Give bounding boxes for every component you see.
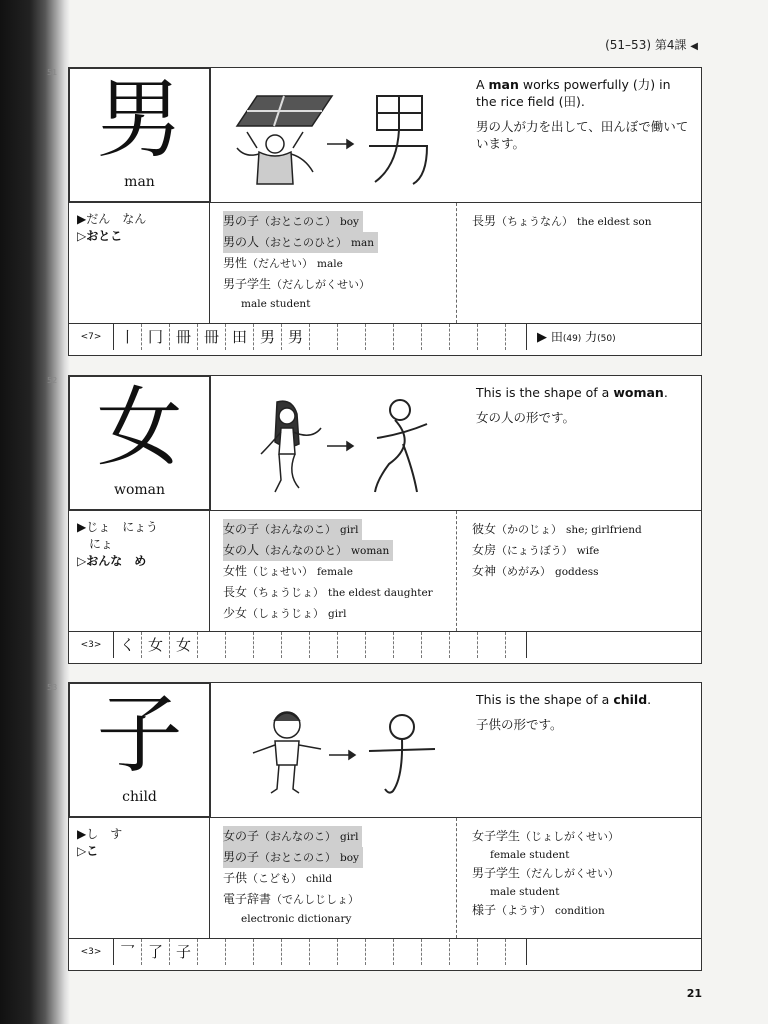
stroke-empty [450,324,478,350]
card-top-row [69,376,701,511]
stroke-step: 乛 [114,939,142,965]
arrow-icon [327,140,353,148]
stroke-empty [310,632,338,658]
on-reading: ▶だん なん [77,212,147,226]
list-item: 女神（めがみ） goddess [472,564,599,578]
stroke-empty [422,939,450,965]
list-item: 女の人（おんなのひと） woman [223,540,456,561]
card-middle-row [69,818,701,939]
list-item: 男の子（おとこのこ） boy [223,847,456,868]
stroke-step: 男 [254,324,282,350]
stroke-empty [254,939,282,965]
page-number: 21 [686,987,702,1000]
description-japanese: 女の人の形です。 [476,410,576,425]
readings [69,511,210,631]
stroke-step: 女 [170,632,198,658]
card-top-row [69,683,701,818]
stroke-order-row [69,324,701,350]
stroke-empty [338,324,366,350]
arrow-icon [329,751,355,759]
stroke-step: 子 [170,939,198,965]
component-number: (49) [562,334,582,344]
lesson-label: (51–53) 第4課 [605,38,687,52]
book-binding-shadow [0,0,70,1024]
kanji-description [476,384,691,426]
list-item: 様子（ようす） condition [472,903,605,917]
stroke-count: <3> [69,939,114,965]
stroke-count: <7> [69,324,114,350]
stroke-empty [450,632,478,658]
kanji-card-man [47,67,702,356]
stroke-empty [226,632,254,658]
kanji-box [69,683,211,817]
stroke-order-row [69,632,701,658]
rice-field-icon [237,96,332,126]
kun-reading: ▷こ [77,844,99,858]
pictograph-woman [375,400,427,492]
stroke-empty [198,939,226,965]
component-kanji: 田 [550,330,563,344]
stroke-step: 冊 [198,324,226,350]
stroke-order [69,324,506,350]
stroke-empty [394,632,422,658]
stroke-empty [422,324,450,350]
stroke-empty [282,632,310,658]
list-item: 長女（ちょうじょ） the eldest daughter [223,585,433,599]
list-item: 電子辞書（でんしじしょ） [223,892,360,906]
stroke-empty [394,324,422,350]
kun-reading: ▷おとこ [77,229,123,243]
stroke-empty [226,939,254,965]
list-item: 女性（じょせい） female [223,564,353,578]
stroke-empty [366,632,394,658]
list-item: 少女（しょうじょ） girl [223,606,347,620]
stroke-empty [366,939,394,965]
component-number: (50) [597,334,616,344]
vocab-list [211,818,457,938]
list-item: 女房（にょうぼう） wife [472,543,600,557]
stroke-empty [282,939,310,965]
list-item: 男性（だんせい） male [223,256,343,270]
vocab-list-secondary [458,203,701,323]
list-item-gloss: male student [241,298,311,310]
play-icon: ▶ [537,330,547,345]
description-japanese: 男の人が力を出して、田んぼで働いています。 [476,119,689,151]
main-kanji: 男 [96,70,183,170]
component-kanji: 力 [585,330,598,344]
component-references-empty [526,939,701,965]
kanji-description [476,76,691,152]
woman-illustration [217,384,467,504]
kanji-meaning: child [122,789,157,805]
list-item-gloss: female student [490,849,570,861]
stroke-step: 女 [142,632,170,658]
kanji-card-woman [47,375,702,664]
stroke-empty [478,324,506,350]
list-item: 男の人（おとこのひと） man [223,232,456,253]
child-illustration [217,691,467,811]
list-item: 子供（こども） child [223,871,333,885]
vocab-list-secondary [458,511,701,631]
list-item: 彼女（かのじょ） she; girlfriend [472,522,642,536]
stroke-empty [394,939,422,965]
list-item-gloss: male student [490,886,560,898]
stroke-empty [478,939,506,965]
woman-figure-icon [261,401,321,492]
left-triangle-icon: ◀ [690,41,698,52]
stroke-count: <3> [69,632,114,658]
man-rice-field-drawing [217,76,467,196]
kanji-description [476,691,691,733]
kun-reading: ▷おんな め [77,554,147,568]
stroke-step: 冂 [142,324,170,350]
list-item: 男子学生（だんしがくせい） [223,277,371,291]
kanji-box [69,376,211,510]
component-references-empty [526,632,701,658]
main-kanji: 子 [96,685,183,785]
stroke-empty [450,939,478,965]
stroke-empty [310,324,338,350]
pictograph-child [369,715,435,793]
component-references [526,324,701,350]
kanji-meaning: woman [113,482,166,498]
readings [69,818,210,938]
description-english: A man works powerfully (力) in the rice field (田). [476,77,671,109]
readings [69,203,210,323]
kanji-box [69,68,211,202]
kanji-card-child [47,682,702,971]
stroke-step: く [114,632,142,658]
description-english: This is the shape of a child. [476,692,652,707]
list-item: 女の子（おんなのこ） girl [223,519,456,540]
arrow-icon [327,442,353,450]
list-item: 男の子（おとこのこ） boy [223,211,456,232]
list-item-gloss: electronic dictionary [241,913,352,925]
stroke-empty [310,939,338,965]
stroke-empty [198,632,226,658]
card-middle-row [69,511,701,632]
card-number: 51 [47,68,58,77]
card-number: 52 [47,376,58,385]
stroke-order [69,939,506,965]
card-number: 53 [47,683,58,692]
list-item: 長男（ちょうなん） the eldest son [472,214,652,228]
description-english: This is the shape of a woman. [476,385,668,400]
list-item: 男子学生（だんしがくせい） [472,866,620,880]
on-reading-extra: にょ [77,537,113,551]
stroke-empty [338,632,366,658]
woman-drawing [217,384,467,504]
stroke-step: 了 [142,939,170,965]
stroke-step: 丨 [114,324,142,350]
list-item: 女の子（おんなのこ） girl [223,826,456,847]
stroke-empty [338,939,366,965]
man-illustration [217,76,467,196]
stroke-empty [422,632,450,658]
child-figure-icon [253,712,321,793]
page-header [605,36,698,53]
child-drawing [217,691,467,811]
stroke-step: 田 [226,324,254,350]
stroke-empty [478,632,506,658]
stroke-step: 男 [282,324,310,350]
on-reading: ▶じょ にょう [77,520,158,534]
vocab-list-secondary [458,818,701,938]
strong-man-icon [237,132,313,184]
vocab-list [211,511,457,631]
kanji-meaning: man [124,174,155,190]
stroke-empty [254,632,282,658]
card-top-row [69,68,701,203]
main-kanji: 女 [96,378,183,478]
stroke-step: 冊 [170,324,198,350]
card-middle-row [69,203,701,324]
stroke-empty [366,324,394,350]
on-reading: ▶し す [77,827,123,841]
vocab-list [211,203,457,323]
stroke-order-row [69,939,701,965]
list-item: 女子学生（じょしがくせい） [472,829,620,843]
pictograph-man [369,96,427,184]
description-japanese: 子供の形です。 [476,717,563,732]
stroke-order [69,632,506,658]
